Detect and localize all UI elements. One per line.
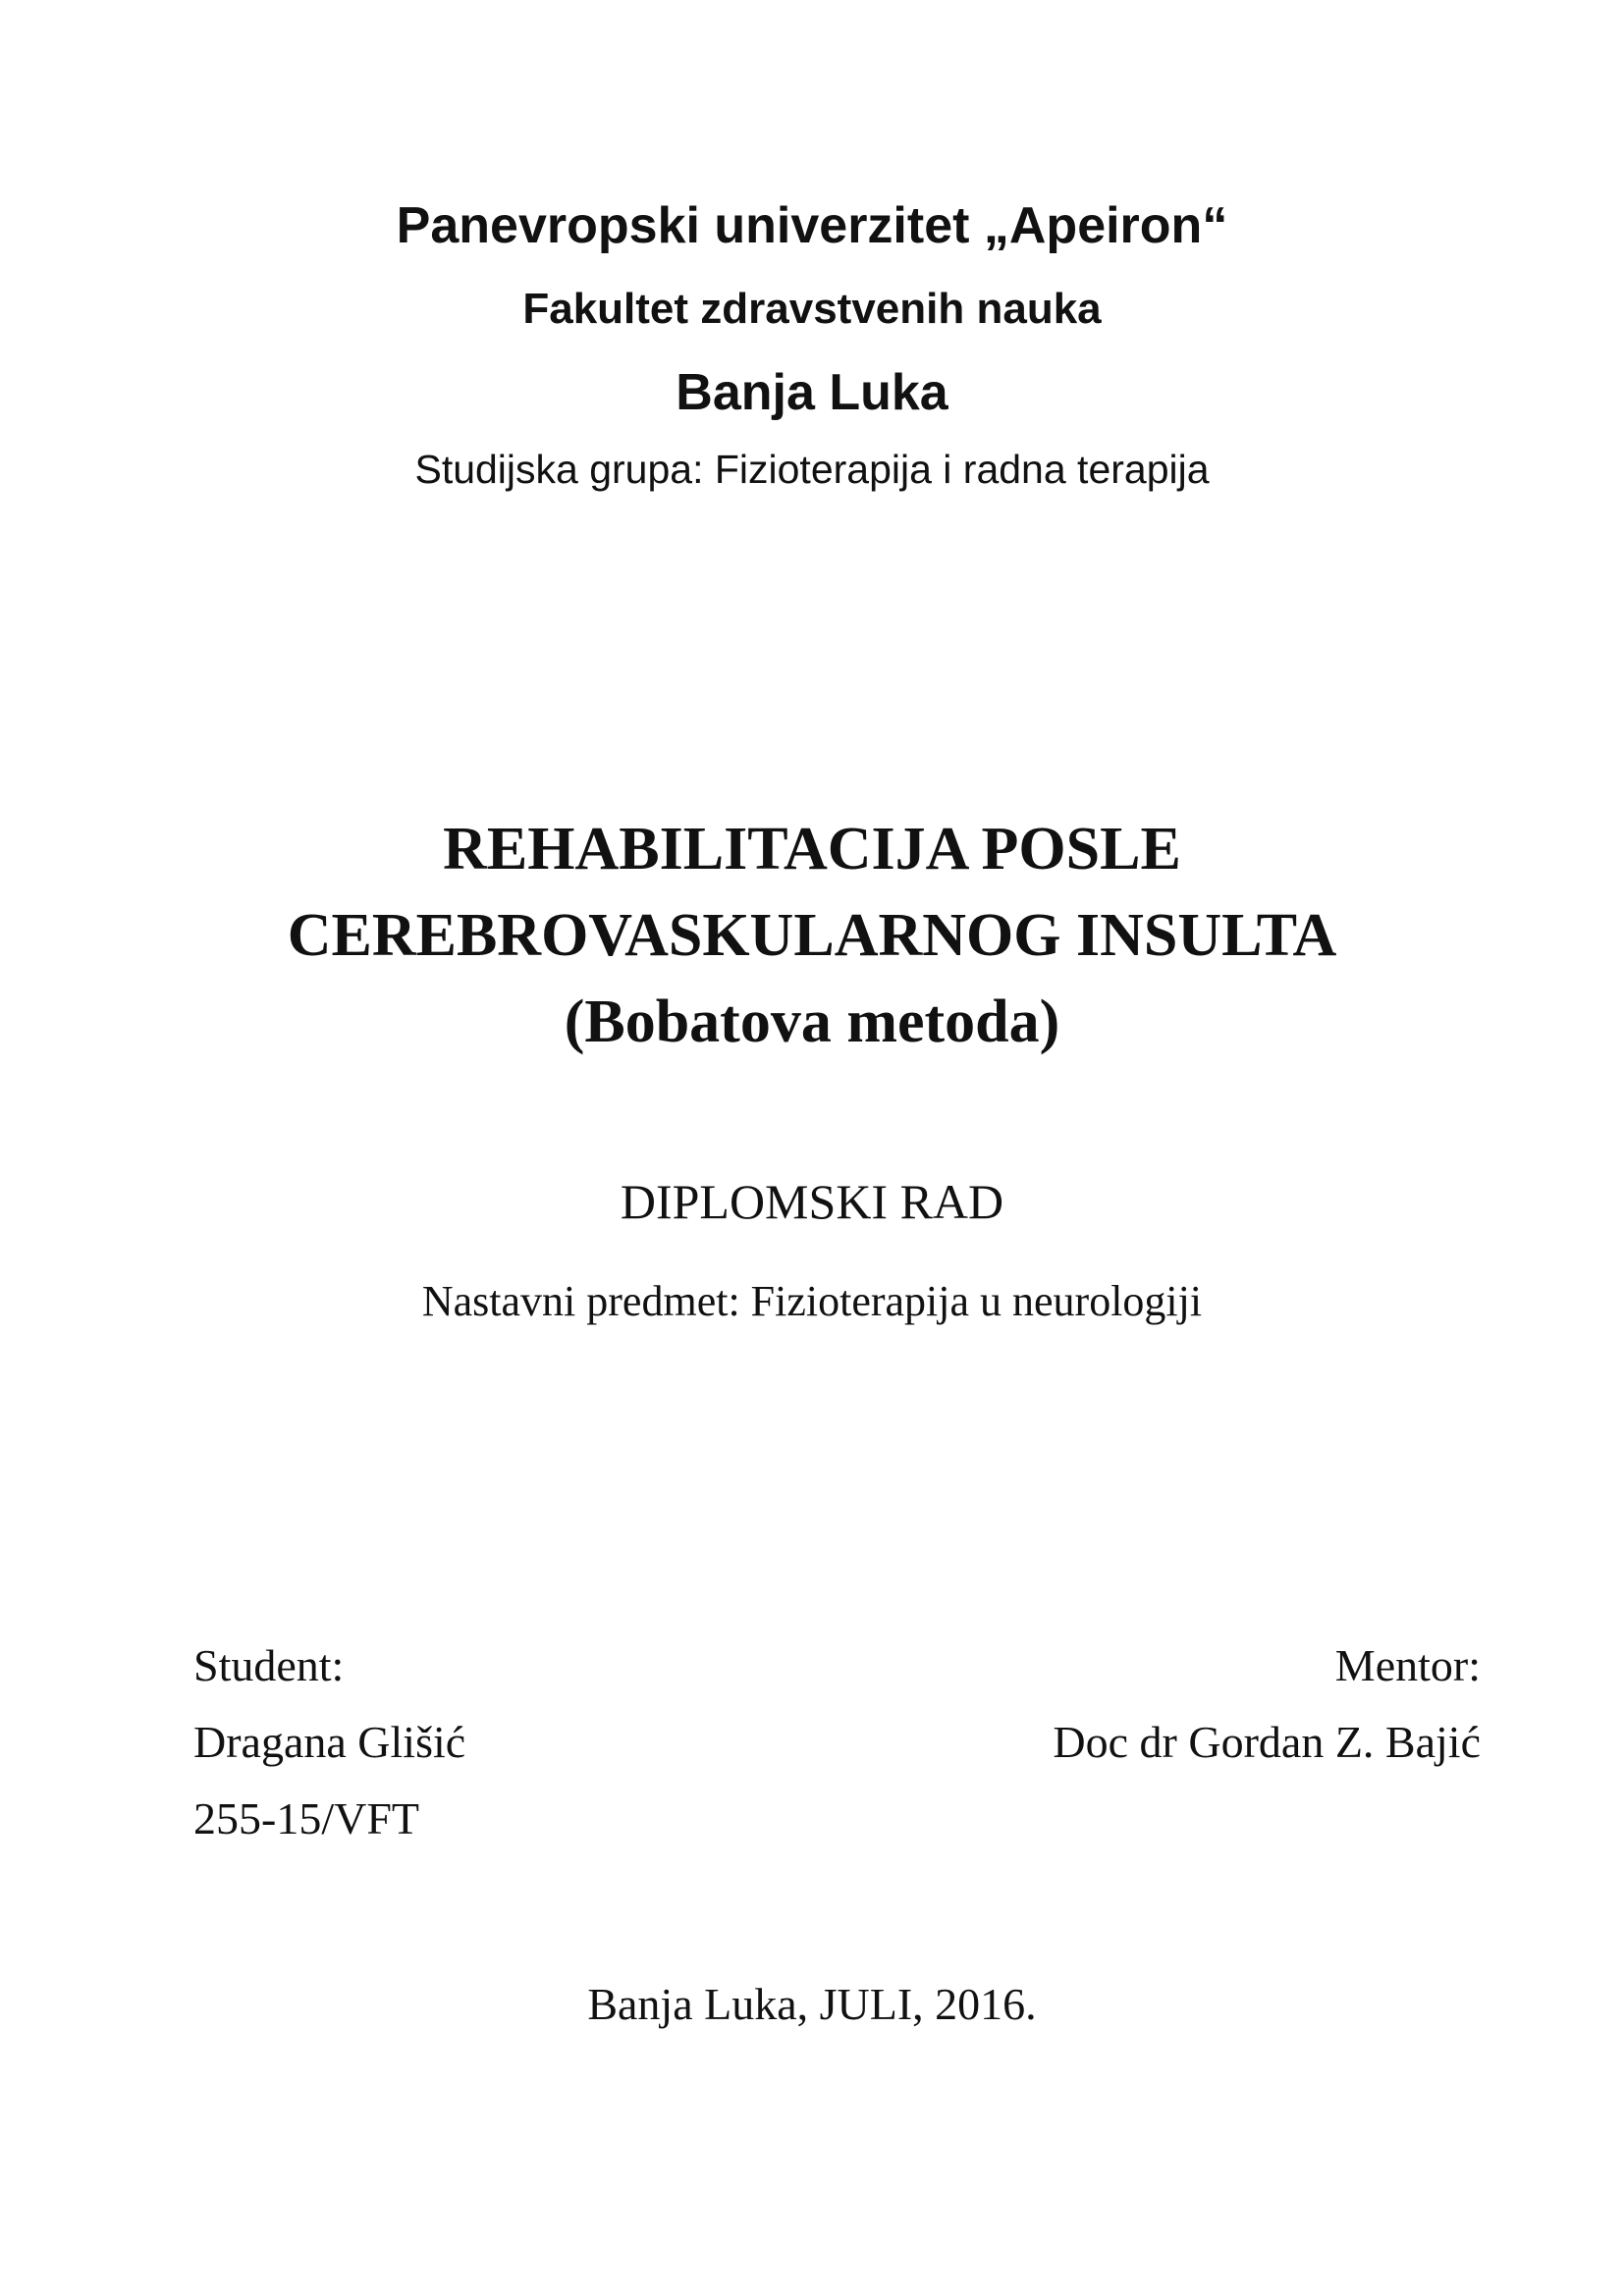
mentor-name: Doc dr Gordan Z. Bajić [1053,1717,1481,1767]
mentor-label: Mentor: [1334,1640,1481,1690]
place-and-date: Banja Luka, JULI, 2016. [587,1979,1037,2029]
thesis-subtitle: (Bobatova metoda) [564,988,1060,1055]
university-name: Panevropski univerzitet „Apeiron“ [396,197,1228,254]
student-id: 255-15/VFT [193,1793,419,1843]
study-group: Studijska grupa: Fizioterapija i radna terapija [414,447,1210,492]
document-type: DIPLOMSKI RAD [620,1174,1004,1229]
header-city: Banja Luka [676,364,948,421]
thesis-title-line-2: CEREBROVASKULARNOG INSULTA [287,902,1337,969]
course-name: Nastavni predmet: Fizioterapija u neurologiji [421,1277,1203,1325]
student-label: Student: [193,1640,345,1690]
thesis-title-line-1: REHABILITACIJA POSLE [443,816,1181,882]
faculty-name: Fakultet zdravstvenih nauka [522,285,1102,333]
student-name: Dragana Glišić [193,1717,466,1767]
